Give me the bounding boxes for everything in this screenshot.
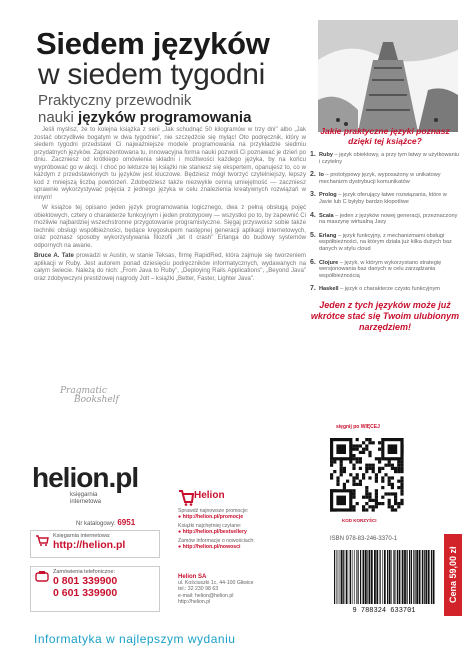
helion-sub-line1: księgarnia	[70, 492, 98, 498]
helion-cart-icon	[178, 488, 194, 506]
shop-url[interactable]: http://helion.pl	[53, 539, 126, 551]
phone-number-2: 0 601 339900	[53, 587, 118, 599]
language-text	[319, 233, 460, 253]
language-name: Scala	[319, 212, 334, 219]
tower-of-babel-illustration	[318, 20, 458, 132]
language-number: 5.	[310, 231, 316, 239]
author-text: prowadzi w Austin, w stanie Teksas, firmę RapidRed, która zajmuje się tworzeniem aplikacji w Ruby. Jest autorem ponad dziesięciu podręczników informatycznych, wydawanych na całym świecie. Należą do nich: „From Java to Ruby", „Deploying Rails Applications", „Beyond Java" oraz zdobywczyni prestiżowej nagrody Jolt – książki „Better, Faster, Lighter Java".	[34, 252, 306, 282]
helion-logo-text: helion.pl	[32, 462, 139, 493]
pragmatic-bookshelf-logo	[60, 387, 128, 409]
pb-logo-line2: Bookshelf	[74, 395, 119, 405]
language-desc: – jeden z języków nowej generacji, przeznaczony na maszynę wirtualną Javy	[319, 212, 458, 226]
language-item	[310, 286, 460, 293]
language-item	[310, 233, 460, 253]
language-name: Erlang	[319, 232, 337, 239]
address-street: ul. Kościuszki 1c, 44-100 Gliwice	[178, 580, 254, 587]
closing-slogan: Jeden z tych języków może już wkrótce stać się Twoim ulubionym narzędziem!	[310, 299, 460, 332]
qr-bottom-label: KOD KORZYŚCI	[342, 518, 377, 523]
helion-logo	[32, 462, 162, 496]
isbn-number: ISBN 978-83-246-3370-1	[330, 536, 398, 542]
language-text	[319, 260, 460, 280]
language-desc: – język obiektowy, a przy tym łatwy w użytkowaniu i czytelny	[319, 152, 460, 165]
title-line-2: w siedem tygodni	[38, 58, 265, 91]
qr-top-label: sięgnij po WIĘCEJ	[336, 424, 380, 430]
online-bookstore-box[interactable]	[30, 530, 160, 558]
language-item	[310, 192, 460, 205]
author-name: Bruce A. Tate	[34, 252, 74, 259]
language-item	[310, 213, 460, 226]
helion-logo-sub	[70, 492, 101, 505]
language-item	[310, 152, 460, 165]
description-paragraph-2: W książce tej opisano jeden język programowania logicznego, dwa z pełną obsługą pojęć obiektowych, cztery o charakterze funkcyjnym i jeden prototypowy — wszystko po to, by zapewnić Ci możliwie najbardziej wszechstronne przygotowanie programistyczne. Sięgaj przyswoisz sobie także techniki obsługi współbieżności, będące kręgosłupem następnej generacji aplikacji internetowych, oraz poznasz sposoby wykorzystywania filozofii „let it crash" Erlanga do budowy systemów odpornych na awarie.	[34, 204, 306, 249]
publisher-address	[178, 574, 254, 605]
language-name: Ruby	[319, 152, 333, 158]
catalog-number	[76, 518, 135, 527]
languages-list	[310, 152, 460, 293]
tagline: Informatyka w najlepszym wydaniu	[34, 632, 236, 646]
barcode-digits: 9 788324 633701	[352, 607, 416, 615]
promo-label: Zamów informacje o nowościach:	[178, 538, 255, 544]
language-item	[310, 260, 460, 280]
helion-brand: Helion	[194, 490, 225, 501]
catalog-label: Nr katalogowy:	[76, 521, 118, 527]
phone-icon	[35, 570, 49, 582]
promo-link[interactable]: ● http://helion.pl/promocje	[178, 514, 244, 520]
languages-question: Jakie praktyczne języki poznasz dzięki tej książce?	[320, 126, 450, 146]
price-tag: Cena 59,00 zł	[444, 534, 462, 616]
language-text	[319, 152, 460, 165]
language-text	[319, 172, 460, 185]
phone-orders-box	[30, 566, 160, 612]
language-item	[310, 172, 460, 185]
promo-label: Sprawdź najnowsze promocje:	[178, 508, 249, 514]
address-tel: tel.: 32 230 98 63	[178, 586, 219, 593]
helion-sub-line2: internetowa	[70, 498, 102, 505]
subtitle-bold: języków programowania	[78, 109, 252, 126]
title-line-1: Siedem języków	[36, 26, 270, 61]
address-web[interactable]: http://helion.pl	[178, 598, 211, 605]
pb-logo-line1: Pragmatic	[60, 386, 107, 396]
subtitle-prefix: nauki	[38, 109, 79, 126]
description-paragraph-1: Jeśli myślisz, że to kolejna książka z serii „Jak schudnąć 50 kilogramów w trzy dni" albo „Jak zostać obrzydliwie bogatym w dwa tygodnie", nie szczędźcie się myląc! Oto podręcznik, który w siedem tygodni przedstawi Ci najważniejsze modele programowania na przykładzie siedmiu przydatnych języków. Zaprezentowana tu, innowacyjna forma nauki pozwoli Ci poznawać je dzień po dniu. Zaczniesz od krótkiego omówienia składni i możliwości każdego języka, by na końcu wypróbować go w akcji. I choć po lekturze tej książki nie staniesz się ekspertem, opanujesz to, co w każdym z przedstawionych tu języków jest kluczowe. Będziesz mógł tworzyć czytelniejszy, lepszy kod z mniejszą liczbą powtórzeń. Zdobędziesz także niezwykle cenną umiejętność — zaczniesz sprawnie wykorzystywać pojęcia z jednego języka w celu znalezienia kreatywnych rozwiązań w innym!	[34, 126, 306, 201]
language-number: 1.	[310, 151, 316, 158]
language-number: 4.	[310, 211, 316, 219]
promo-link[interactable]: ● http://helion.pl/bestsellery	[178, 529, 247, 535]
language-name: Haskell	[319, 286, 339, 293]
language-number: 6.	[310, 258, 316, 266]
catalog-value: 6951	[117, 518, 136, 527]
phone-label: Zamówienia telefoniczne:	[53, 569, 116, 575]
language-text	[319, 192, 460, 205]
shop-label: Księgarnia internetowa:	[53, 533, 111, 539]
language-name: Prolog	[319, 192, 337, 199]
language-desc: – język o charakterze czysto funkcyjnym	[338, 286, 440, 293]
language-number: 7.	[310, 285, 316, 293]
promo-label: Książki najchętniej czytane:	[178, 523, 242, 529]
language-desc: – język, w którym wykorzystano strategię wersjonowania baz danych w celu zarządzania współbieżnością	[319, 259, 442, 279]
language-desc: – język funkcyjny, z mechanizmami obsługi współbieżności, na którym działa już kilka dużych baz danych w stylu cloud	[319, 232, 452, 252]
promo-links	[178, 508, 318, 553]
language-name: Io	[319, 172, 324, 179]
subtitle-line-1: Praktyczny przewodnik	[38, 92, 192, 109]
language-text	[319, 213, 460, 226]
qr-code[interactable]	[328, 436, 406, 516]
language-desc: – język oferujący łatwe rozwiązania, które w Javie lub C byłyby bardzo kłopotliwe	[319, 192, 447, 205]
language-desc: – prototypowy język, wyposażony w unikatowy mechanizm dystrybucji komunikatów	[319, 172, 441, 185]
subtitle-line-2	[38, 109, 251, 126]
languages-sidebar	[310, 126, 460, 333]
cart-icon	[35, 534, 49, 546]
promo-link[interactable]: ● http://helion.pl/nowosci	[178, 544, 241, 550]
phone-number-1: 0 801 339900	[53, 575, 118, 587]
author-bio	[34, 252, 306, 282]
address-name: Helion SA	[178, 574, 207, 580]
language-number: 2.	[310, 171, 316, 179]
description-text	[34, 126, 306, 285]
barcode	[330, 546, 438, 616]
address-email: e-mail: helion@helion.pl	[178, 592, 234, 599]
language-number: 3.	[310, 191, 316, 199]
language-text	[319, 286, 440, 293]
language-name: Clojure	[319, 259, 339, 266]
